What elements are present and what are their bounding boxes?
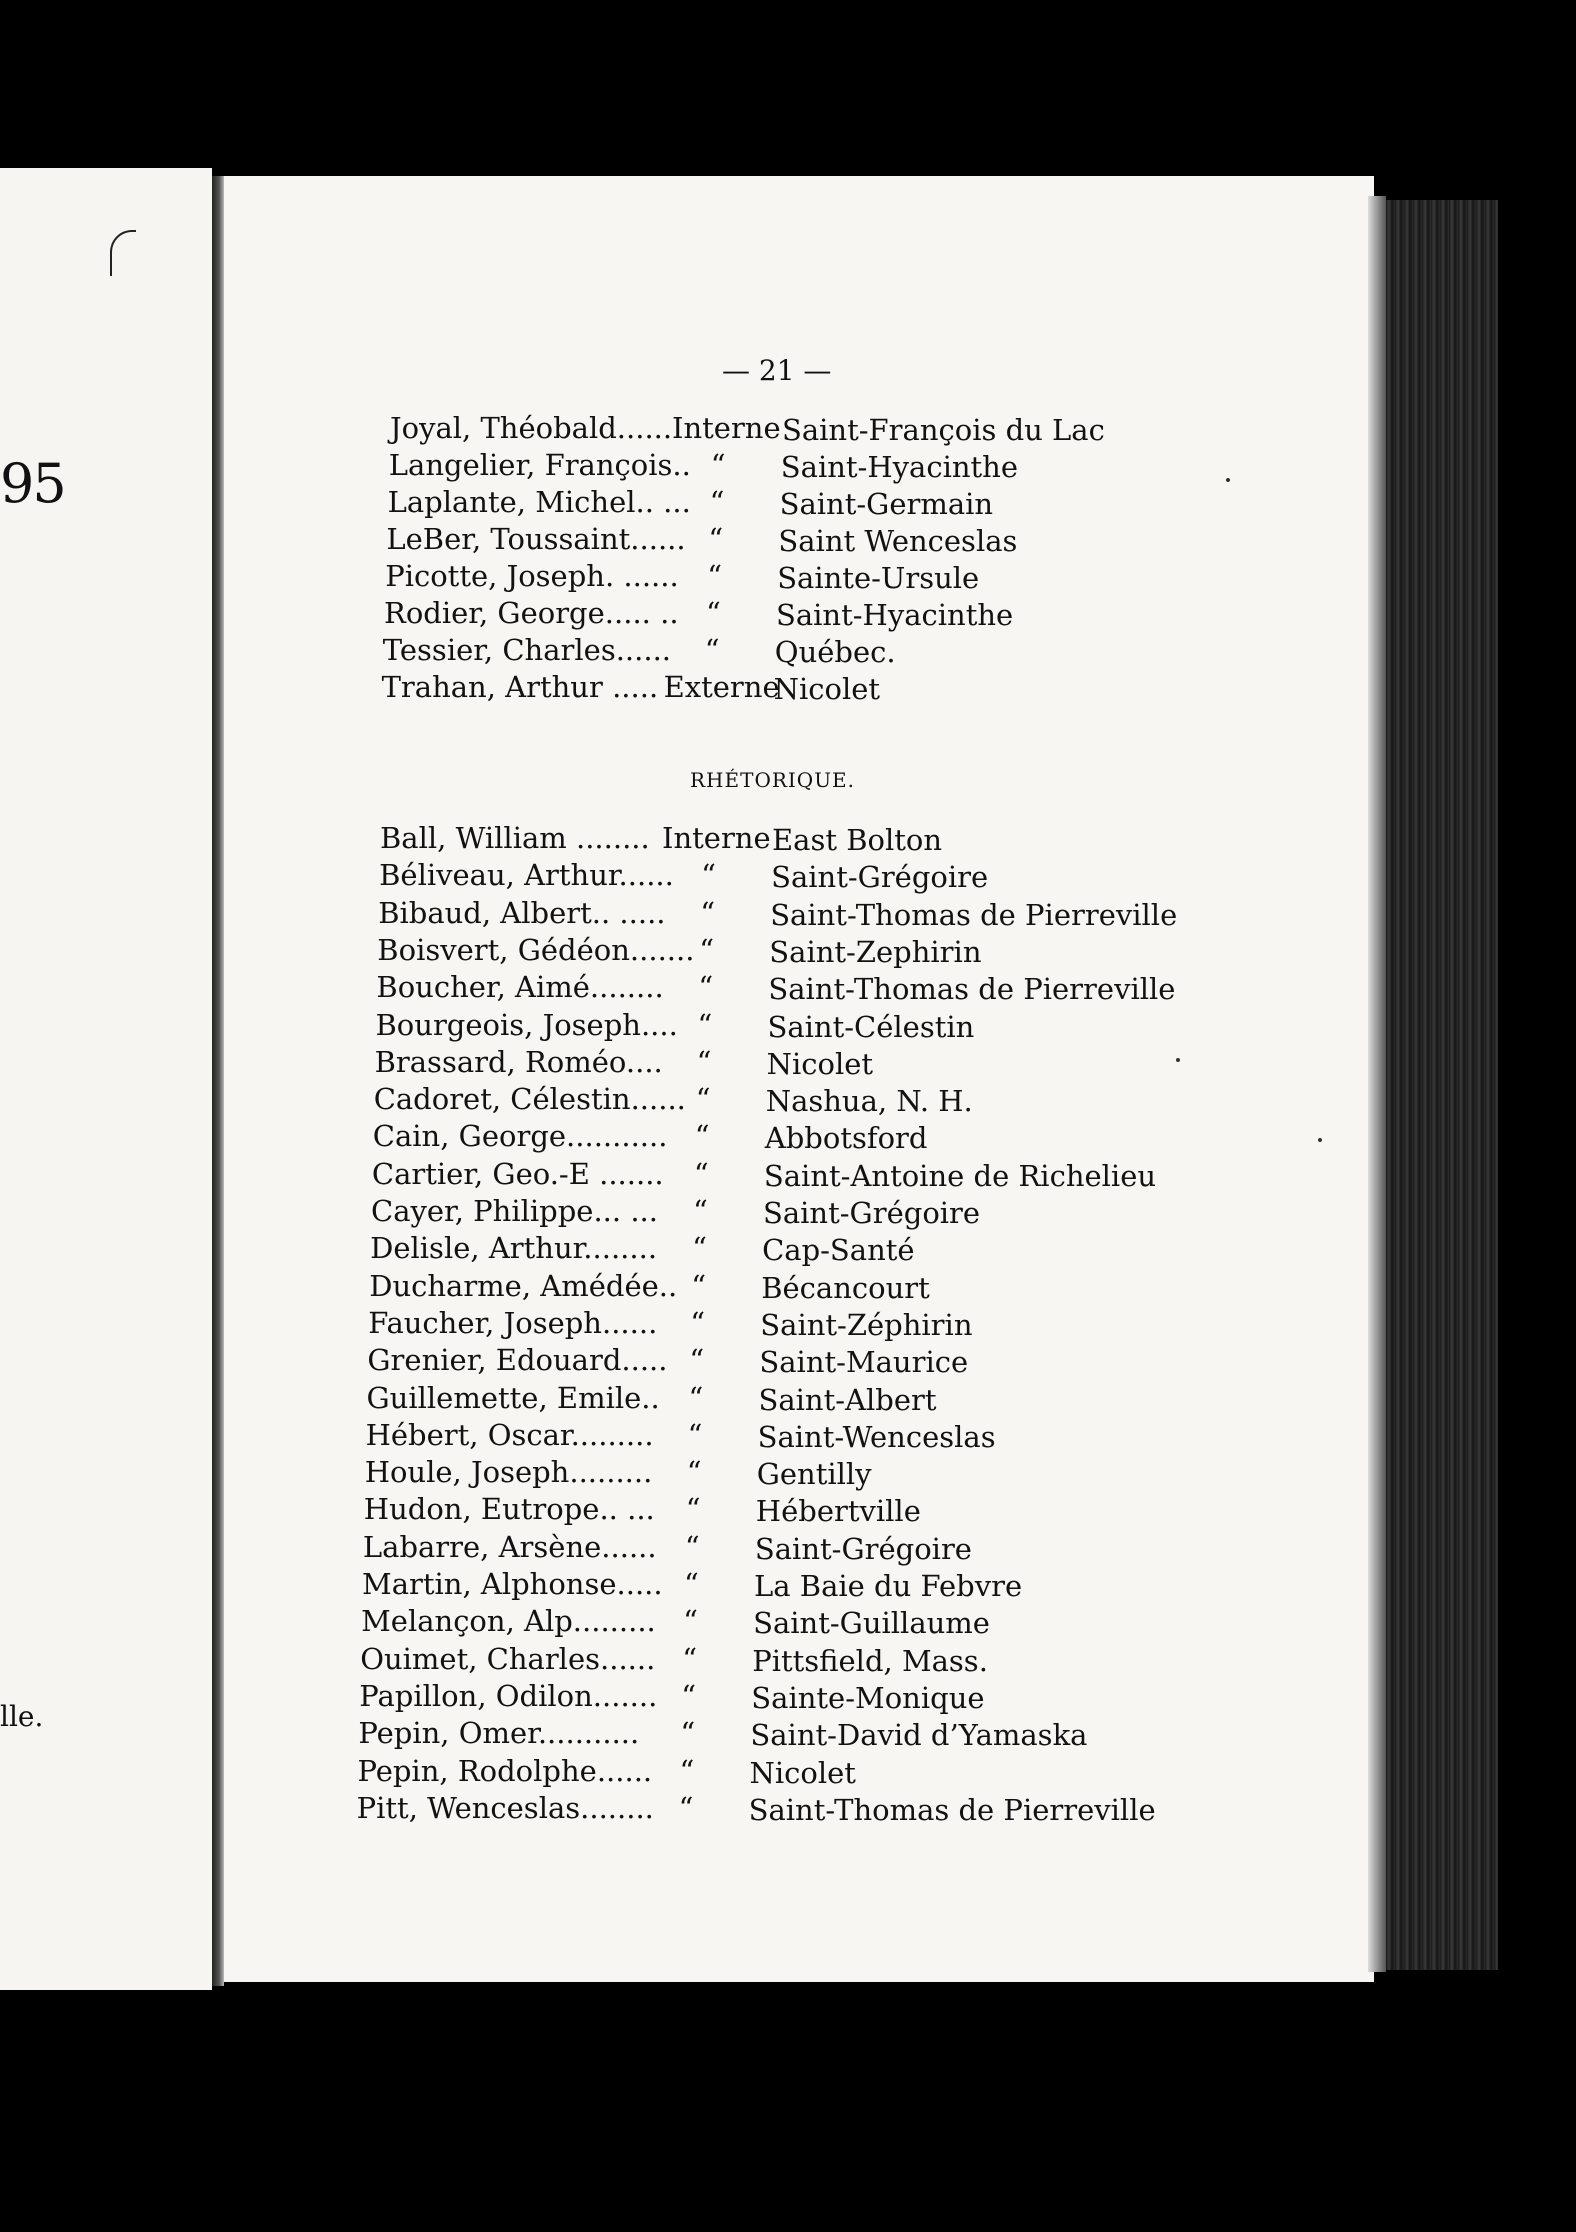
student-name: Guillemette, Emile.. (366, 1380, 660, 1415)
home-town: Nicolet (766, 1046, 874, 1081)
boarding-status: “ (684, 1567, 699, 1601)
boarding-status: “ (690, 1305, 706, 1340)
home-town: Saint-Hyacinthe (776, 598, 1014, 632)
student-name: Picotte, Joseph. ...... (385, 559, 679, 593)
boarding-status: “ (693, 1156, 709, 1191)
home-town: Sainte-Ursule (777, 561, 980, 595)
student-name: Laplante, Michel.. ... (387, 485, 691, 519)
home-town: Hébertville (755, 1494, 921, 1529)
boarding-status: “ (683, 1604, 698, 1639)
page-stack-edge (1386, 200, 1498, 1970)
student-name: Grenier, Edouard..... (367, 1343, 668, 1378)
boarding-status: “ (706, 596, 721, 630)
student-name: Trahan, Arthur ..... (381, 670, 659, 704)
student-name: Bibaud, Albert.. ..... (378, 895, 666, 930)
boarding-status: “ (691, 1268, 707, 1303)
student-name: Tessier, Charles...... (382, 633, 672, 667)
boarding-status: “ (694, 1119, 710, 1154)
book-gutter (212, 176, 224, 1986)
student-name: Cain, George........... (372, 1119, 668, 1154)
boarding-status: “ (699, 932, 715, 967)
home-town: Nicolet (773, 672, 881, 706)
home-town: Québec. (774, 635, 896, 669)
home-town: Saint-Guillaume (753, 1606, 990, 1641)
ink-speck (1318, 1138, 1322, 1142)
page-number: — 21 — (722, 354, 832, 387)
student-name: Bourgeois, Joseph.... (375, 1007, 678, 1042)
boarding-status: Interne (672, 411, 781, 445)
ink-speck (1176, 1058, 1180, 1062)
home-town: Gentilly (756, 1457, 872, 1492)
boarding-status: “ (687, 1417, 703, 1452)
student-name: Papillon, Odilon....... (359, 1678, 658, 1713)
home-town: Saint-Antoine de Richelieu (763, 1158, 1157, 1193)
student-name: Boisvert, Gédéon....... (377, 932, 695, 967)
boarding-status: “ (701, 858, 716, 893)
home-town: Saint-Maurice (759, 1345, 969, 1380)
home-town: Saint-Germain (779, 487, 994, 521)
student-name: Ouimet, Charles...... (360, 1641, 656, 1676)
home-town: Abbotsford (764, 1121, 928, 1156)
home-town: Saint-Zéphirin (760, 1307, 973, 1342)
student-name: LeBer, Toussaint...... (386, 522, 686, 556)
home-town: Cap-Santé (762, 1233, 915, 1268)
student-name: Cadoret, Célestin...... (373, 1082, 686, 1117)
home-town: Saint-Thomas de Pierreville (770, 897, 1178, 932)
boarding-status: “ (680, 1716, 696, 1751)
boarding-status: “ (688, 1380, 704, 1415)
student-name: Pitt, Wenceslas........ (356, 1790, 654, 1825)
home-town: Saint-David d’Yamaska (750, 1718, 1088, 1753)
student-name: Hudon, Eutrope.. ... (363, 1492, 655, 1527)
student-name: Ball, William ........ (380, 821, 650, 855)
home-town: Bécancourt (761, 1270, 930, 1305)
student-name: Béliveau, Arthur...... (379, 858, 674, 893)
home-town: Sainte-Monique (751, 1680, 985, 1715)
boarding-status: “ (682, 1641, 698, 1676)
student-name: Cartier, Geo.-E ....... (371, 1156, 664, 1191)
student-name: Boucher, Aimé........ (376, 970, 664, 1005)
boarding-status: “ (709, 485, 725, 519)
home-town: La Baie du Febvre (754, 1569, 1023, 1603)
home-town: Saint-Hyacinthe (780, 450, 1019, 484)
home-town: Saint-François du Lac (782, 413, 1105, 447)
boarding-status: “ (693, 1194, 708, 1228)
boarding-status: “ (704, 633, 720, 667)
student-name: Joyal, Théobald...... (390, 411, 673, 445)
boarding-status: “ (695, 1082, 711, 1117)
home-town: Saint-Zephirin (769, 934, 982, 969)
boarding-status: “ (700, 895, 716, 930)
home-town: Pittsfield, Mass. (752, 1643, 988, 1678)
bracket-mark (110, 230, 136, 276)
home-town: Saint-Thomas de Pierreville (768, 972, 1176, 1007)
home-town: Saint-Wenceslas (757, 1419, 996, 1454)
left-page-text-fragment: lle. (0, 1700, 44, 1733)
boarding-status: Externe (663, 670, 780, 704)
boarding-status: “ (684, 1529, 700, 1564)
student-name: Pepin, Omer........... (358, 1716, 640, 1751)
boarding-status: Interne (662, 821, 771, 855)
student-name: Langelier, François.. (388, 448, 691, 482)
boarding-status: “ (697, 1007, 713, 1042)
boarding-status: “ (708, 522, 724, 556)
ink-speck (1226, 478, 1230, 482)
student-name: Hébert, Oscar......... (365, 1417, 654, 1452)
home-town: Saint-Albert (758, 1382, 937, 1417)
home-town: Saint-Grégoire (763, 1196, 981, 1230)
boarding-status: “ (689, 1343, 705, 1378)
page-edge-shade (1368, 196, 1386, 1972)
home-town: Saint-Thomas de Pierreville (748, 1792, 1156, 1827)
home-town: Saint Wenceslas (778, 524, 1018, 558)
student-name: Melançon, Alp......... (361, 1604, 656, 1639)
boarding-status: “ (685, 1492, 701, 1527)
boarding-status: “ (698, 970, 714, 1005)
boarding-status: “ (696, 1044, 712, 1079)
left-page-number-fragment: 95 (0, 452, 65, 515)
student-name: Ducharme, Amédée.. (369, 1268, 678, 1303)
student-name: Rodier, George..... .. (384, 596, 679, 630)
student-name: Cayer, Philippe... ... (371, 1194, 658, 1228)
boarding-status: “ (692, 1231, 707, 1266)
home-town: Saint-Grégoire (754, 1531, 972, 1566)
student-name: Delisle, Arthur........ (370, 1231, 658, 1266)
home-town: Saint-Grégoire (771, 860, 989, 895)
boarding-status: “ (686, 1455, 702, 1490)
boarding-status: “ (707, 559, 723, 593)
student-name: Faucher, Joseph...... (368, 1305, 658, 1340)
home-town: East Bolton (772, 823, 943, 857)
student-name: Martin, Alphonse..... (362, 1567, 663, 1601)
student-name: Labarre, Arsène...... (362, 1529, 657, 1564)
home-town: Nashua, N. H. (765, 1084, 973, 1119)
boarding-status: “ (678, 1790, 694, 1825)
student-name: Pepin, Rodolphe...... (357, 1753, 653, 1788)
section-heading: RHÉTORIQUE. (690, 768, 856, 792)
boarding-status: “ (679, 1753, 695, 1788)
boarding-status: “ (710, 448, 726, 482)
home-town: Nicolet (749, 1755, 856, 1790)
home-town: Saint-Célestin (767, 1009, 975, 1044)
student-name: Houle, Joseph......... (364, 1455, 653, 1490)
left-page (0, 168, 212, 1990)
boarding-status: “ (681, 1678, 697, 1713)
student-name: Brassard, Roméo.... (374, 1044, 663, 1079)
